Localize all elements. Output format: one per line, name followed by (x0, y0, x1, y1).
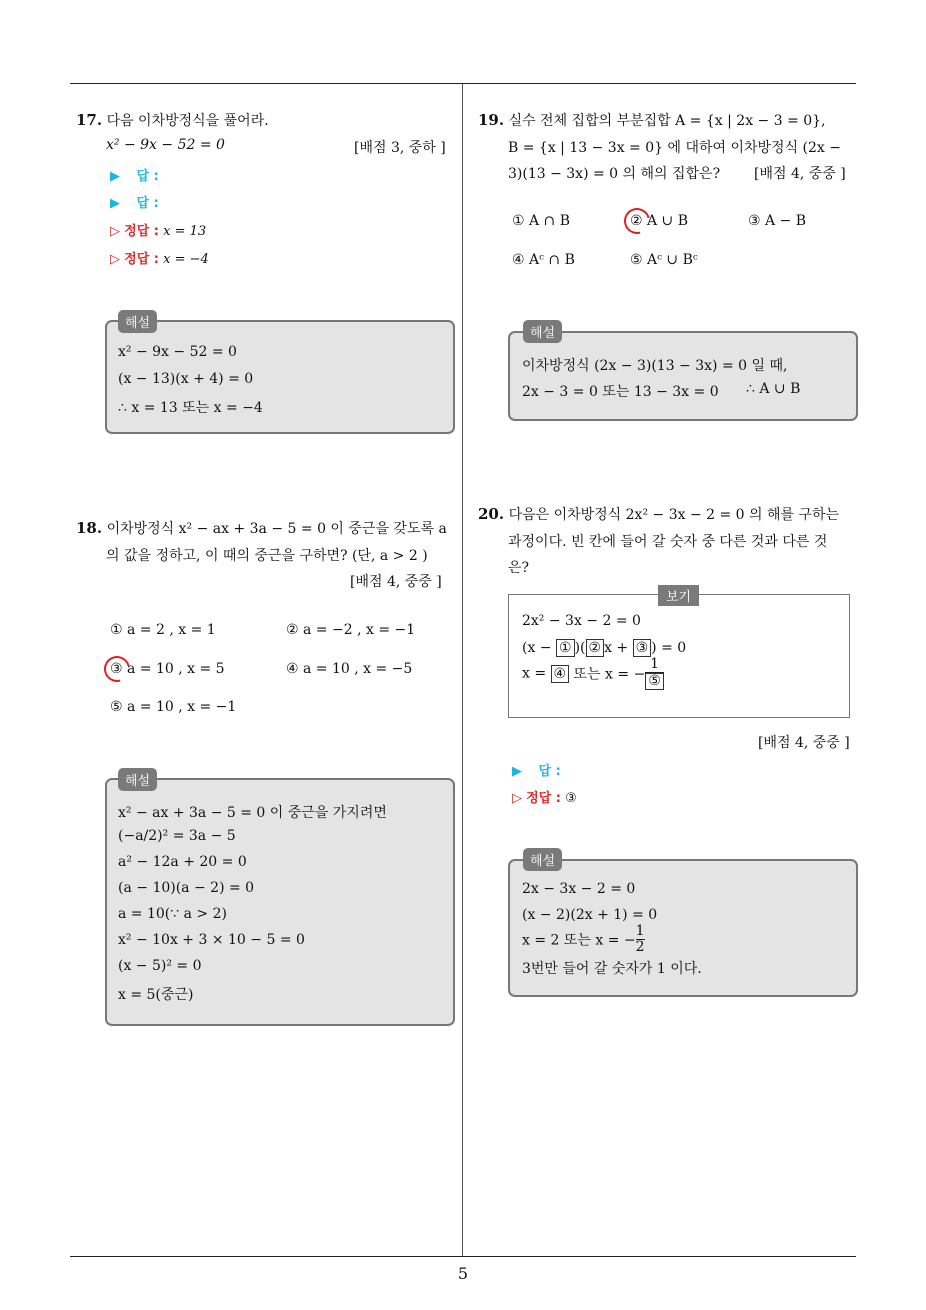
answer-circle-mark (99, 651, 135, 687)
q20-bogi-line-2 (522, 639, 686, 657)
q17-number: 17. (76, 111, 103, 129)
q17-equation: x² − 9x − 52 = 0 (106, 137, 225, 153)
correct-value: ③ (565, 791, 577, 806)
q20-solution-line: 3번만 들어 갈 숫자가 1 이다. (522, 961, 702, 977)
fraction-denominator: 2 (635, 939, 645, 955)
q19-solution-tag: 해설 (523, 320, 562, 343)
q18-solution-line: x² − 10x + 3 × 10 − 5 = 0 (118, 932, 305, 948)
answer-circle-mark (619, 203, 655, 239)
solution-fraction (636, 924, 645, 955)
q17-solution-line: ∴ x = 13 또는 x = −4 (118, 400, 263, 416)
q20-solution-tag: 해설 (523, 848, 562, 871)
q20-solution-line: (x − 2)(2x + 1) = 0 (522, 907, 658, 923)
q18-choice-5[interactable]: ⑤ a = 10 , x = −1 (110, 699, 237, 715)
q20-solution-line: 2x − 3x − 2 = 0 (522, 881, 636, 897)
blank-box-2: ② (586, 639, 605, 657)
q18-solution-line: (x − 5)² = 0 (118, 958, 202, 974)
column-divider (462, 84, 463, 1256)
q18-choice-3[interactable]: ③ a = 10 , x = 5 (110, 661, 225, 677)
blank-box-3: ③ (633, 639, 652, 657)
q19-choice-5[interactable]: ⑤ Aᶜ ∪ Bᶜ (630, 252, 698, 268)
q17-score: [배점 3, 중하 ] (354, 140, 446, 156)
q18-choice-2[interactable]: ② a = −2 , x = −1 (286, 622, 416, 638)
q18-solution-tag: 해설 (118, 768, 157, 791)
q18-text-2: 의 값을 정하고, 이 때의 중근을 구하면? (단, a > 2 ) (106, 548, 428, 564)
q19-score: [배점 4, 중중 ] (754, 166, 846, 182)
top-rule (70, 83, 856, 84)
blank-box-4: ④ (551, 665, 570, 683)
correct-value: x = −4 (163, 252, 209, 267)
q17-answer-1[interactable] (110, 165, 159, 184)
q18-solution-line: (a − 10)(a − 2) = 0 (118, 880, 255, 896)
q20-header (478, 504, 839, 524)
q20-solution-line-3 (522, 924, 645, 955)
outline-triangle-icon: ▷ (110, 252, 120, 267)
correct-value: x = 13 (163, 224, 207, 239)
q20-text-3: 은? (508, 560, 530, 576)
q20-correct (512, 787, 577, 806)
q17-solution-line: (x − 13)(x + 4) = 0 (118, 371, 254, 387)
q20-text-1: 다음은 이차방정식 2x² − 3x − 2 = 0 의 해를 구하는 (508, 507, 840, 523)
q20-bogi-line-1: 2x² − 3x − 2 = 0 (522, 613, 641, 629)
q17-solution-line: x² − 9x − 52 = 0 (118, 344, 237, 360)
q19-solution-line: 이차방정식 (2x − 3)(13 − 3x) = 0 일 때, (522, 358, 788, 374)
outline-triangle-icon: ▷ (512, 791, 522, 806)
q17-correct-2 (110, 248, 209, 267)
bogi-text: 또는 x = − (569, 666, 646, 683)
q20-bogi-line-3 (522, 657, 664, 690)
q18-number: 18. (76, 519, 103, 537)
bogi-text: x = (522, 665, 551, 682)
correct-label: 정답 : (124, 224, 159, 239)
q19-text-3: 3)(13 − 3x) = 0 의 해의 집합은? (508, 166, 721, 182)
page-number: 5 (457, 1264, 469, 1283)
q19-solution-line: ∴ A ∪ B (746, 381, 801, 397)
bogi-fraction (645, 657, 664, 690)
q18-choice-4[interactable]: ④ a = 10 , x = −5 (286, 661, 413, 677)
bottom-rule (70, 1256, 856, 1257)
fraction-numerator: 1 (635, 923, 645, 939)
q20-number: 20. (478, 505, 505, 523)
play-triangle-icon: ▶ (110, 196, 120, 211)
q20-bogi-tag: 보기 (658, 585, 699, 606)
q19-solution-box (508, 331, 858, 421)
q19-choice-1[interactable]: ① A ∩ B (512, 213, 571, 229)
q19-choice-2[interactable]: ② A ∪ B (630, 213, 689, 229)
q17-correct-1 (110, 220, 206, 239)
q20-text-2: 과정이다. 빈 칸에 들어 갈 숫자 중 다른 것과 다른 것 (508, 534, 828, 550)
q18-solution-line: (−a/2)² = 3a − 5 (118, 828, 236, 844)
bogi-text: x + (604, 640, 633, 656)
answer-label: 답 : (136, 169, 159, 184)
q17-text: 다음 이차방정식을 풀어라. (106, 113, 269, 129)
answer-label: 답 : (538, 764, 561, 779)
q18-solution-line: a = 10(∵ a > 2) (118, 906, 227, 922)
bogi-text: ) = 0 (651, 640, 687, 656)
q18-solution-line: a² − 12a + 20 = 0 (118, 854, 247, 870)
fraction-numerator: 1 (645, 657, 664, 673)
q19-header (478, 110, 826, 130)
q20-score: [배점 4, 중중 ] (758, 735, 850, 751)
q19-solution-line: 2x − 3 = 0 또는 13 − 3x = 0 (522, 384, 719, 400)
q19-text-2: B = {x | 13 − 3x = 0} 에 대하여 이차방정식 (2x − (508, 140, 841, 156)
q18-header (76, 518, 447, 538)
q19-choice-3[interactable]: ③ A − B (748, 213, 807, 229)
correct-label: 정답 : (124, 252, 159, 267)
outline-triangle-icon: ▷ (110, 224, 120, 239)
blank-box-5: ⑤ (645, 673, 664, 690)
q19-choice-4[interactable]: ④ Aᶜ ∩ B (512, 252, 575, 268)
q18-score: [배점 4, 중중 ] (350, 574, 442, 590)
q17-solution-tag: 해설 (118, 310, 157, 333)
play-triangle-icon: ▶ (110, 169, 120, 184)
q17-header (76, 110, 269, 130)
answer-label: 답 : (136, 196, 159, 211)
q17-answer-2[interactable] (110, 192, 159, 211)
play-triangle-icon: ▶ (512, 764, 522, 779)
q19-text-1: 실수 전체 집합의 부분집합 A = {x | 2x − 3 = 0}, (508, 113, 826, 129)
q20-answer[interactable] (512, 760, 561, 779)
q18-solution-line: x = 5(중근) (118, 987, 194, 1003)
q18-choice-1[interactable]: ① a = 2 , x = 1 (110, 622, 216, 638)
bogi-text: (x − (522, 640, 556, 656)
blank-box-1: ① (556, 639, 575, 657)
q19-number: 19. (478, 111, 505, 129)
q18-text-1: 이차방정식 x² − ax + 3a − 5 = 0 이 중근을 갖도록 a (106, 521, 447, 537)
q18-solution-line: x² − ax + 3a − 5 = 0 이 중근을 가지려면 (118, 805, 387, 821)
bogi-text: )( (574, 640, 586, 656)
correct-label: 정답 : (526, 791, 561, 806)
solution-text: x = 2 또는 x = − (522, 932, 636, 949)
